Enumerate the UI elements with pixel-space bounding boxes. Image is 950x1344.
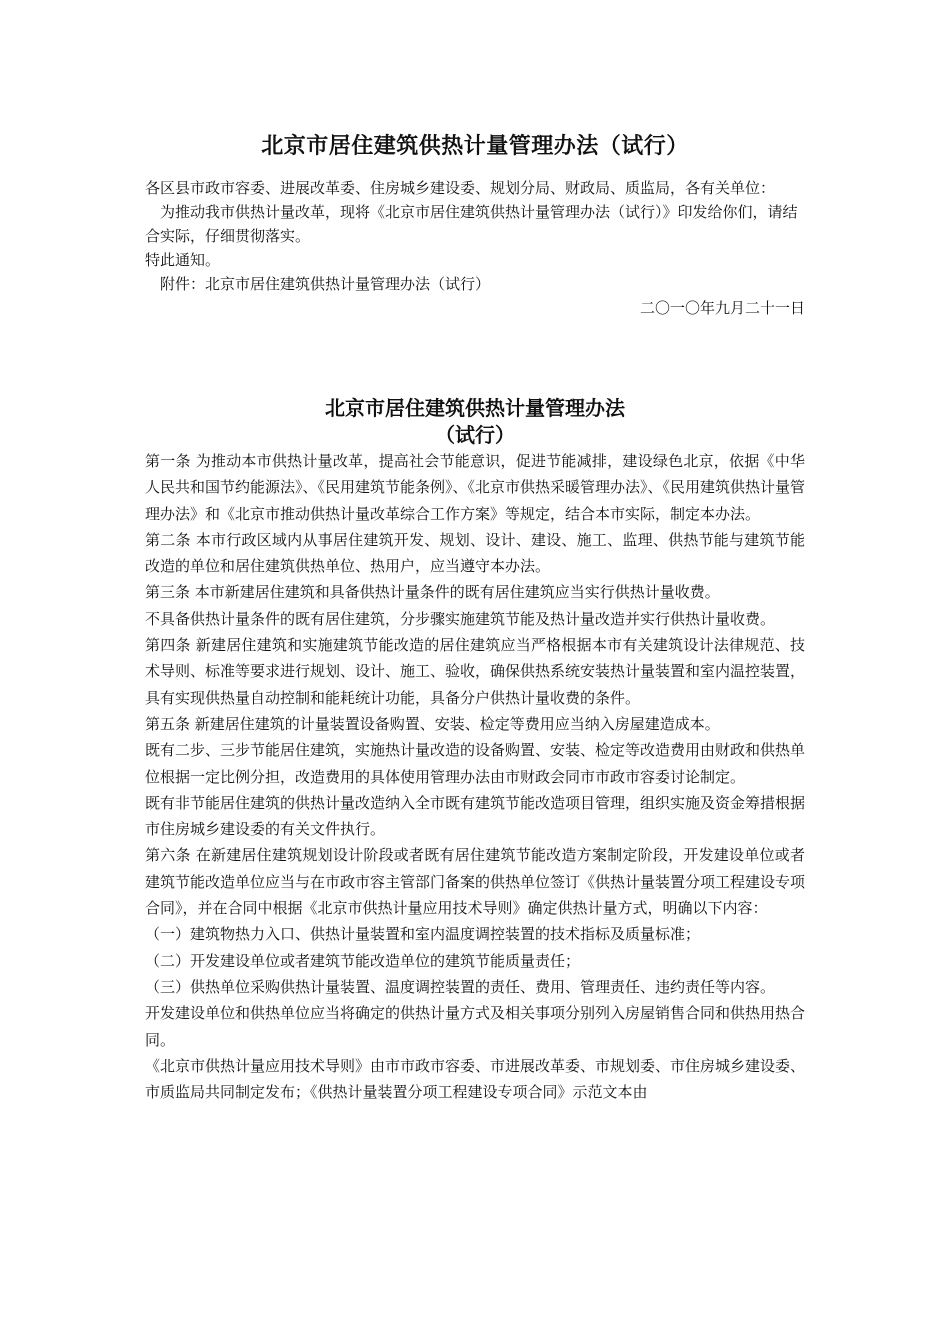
regulation-paragraph: 既有二步、三步节能居住建筑，实施热计量改造的设备购置、安装、检定等改造费用由财政和供热单位根据一定比例分担，改造费用的具体使用管理办法由市财政会同市市政市容委讨论制定。: [145, 741, 806, 786]
regulation-paragraph: 既有非节能居住建筑的供热计量改造纳入全市既有建筑节能改造项目管理，组织实施及资金筹措根据市住房城乡建设委的有关文件执行。: [145, 793, 806, 839]
regulation-article-5: 第五条 新建居住建筑的计量装置设备购置、安装、检定等费用应当纳入房屋建造成本。: [145, 714, 720, 733]
regulation-title: [145, 395, 805, 449]
notice-closing: 特此通知。: [145, 251, 221, 269]
regulation-list-item: （一）建筑物热力入口、供热计量装置和室内温度调控装置的技术指标及质量标准；: [145, 925, 701, 944]
notice-attachment: 附件：北京市居住建筑供热计量管理办法（试行）: [160, 275, 491, 293]
notice-title: 北京市居住建筑供热计量管理办法（试行）: [261, 134, 689, 159]
regulation-article-4: 第四条 新建居住建筑和实施建筑节能改造的居住建筑应当严格根据本市有关建筑设计法律规范、技术导则、标准等要求进行规划、设计、施工、验收，确保供热系统安装热计量装置和室内温控装置，具有实现供热量自动控制和能耗统计功能，具备分户供热计量收费的条件。: [145, 636, 806, 707]
regulation-paragraph: 《北京市供热计量应用技术导则》由市市政市容委、市进展改革委、市规划委、市住房城乡建设委、市质监局共同制定发布；《供热计量装置分项工程建设专项合同》示范文本由: [145, 1056, 806, 1102]
regulation-article-3: 第三条 本市新建居住建筑和具备供热计量条件的既有居住建筑应当实行供热计量收费。: [145, 583, 720, 602]
regulation-paragraph: 不具备供热计量条件的既有居住建筑，分步骤实施建筑节能及热计量改造并实行供热计量收费。: [145, 609, 776, 628]
regulation-article-6: 第六条 在新建居住建筑规划设计阶段或者既有居住建筑节能改造方案制定阶段，开发建设单位或者建筑节能改造单位应当与在市政市容主管部门备案的供热单位签订《供热计量装置分项工程建设专项合同》，并在合同中根据《北京市供热计量应用技术导则》确定供热计量方式，明确以下内容：: [145, 846, 806, 918]
notice-body: 为推动我市供热计量改革，现将《北京市居住建筑供热计量管理办法（试行）》印发给你们，请结合实际，仔细贯彻落实。: [145, 203, 798, 245]
regulation-article-2: 第二条 本市行政区域内从事居住建筑开发、规划、设计、建设、施工、监理、供热节能与建筑节能改造的单位和居住建筑供热单位、热用户，应当遵守本办法。: [145, 530, 805, 576]
notice-date: 二〇一〇年九月二十一日: [639, 299, 805, 317]
regulation-body: [145, 448, 805, 1105]
regulation-list-item: （三）供热单位采购供热计量装置、温度调控装置的责任、费用、管理责任、违约责任等内容。: [145, 977, 776, 996]
regulation-list-item: （二）开发建设单位或者建筑节能改造单位的建筑节能质量责任；: [145, 951, 581, 970]
regulation-title-line2: （试行）: [435, 423, 515, 447]
regulation-article-1: 第一条 为推动本市供热计量改革，提高社会节能意识，促进节能减排，建设绿色北京，依据《中华人民共和国节约能源法》、《民用建筑节能条例》、《北京市供热采暖管理办法》、《民用建筑供热计量管理办法》和《北京市推动供热计量改革综合工作方案》等规定，结合本市实际，制定本办法。: [145, 452, 806, 523]
regulation-paragraph: 开发建设单位和供热单位应当将确定的供热计量方式及相关事项分别列入房屋销售合同和供热用热合同。: [145, 1004, 806, 1049]
notice-section: [145, 176, 805, 320]
regulation-title-line1: 北京市居住建筑供热计量管理办法: [325, 396, 625, 420]
notice-recipients: 各区县市政市容委、进展改革委、住房城乡建设委、规划分局、财政局、质监局，各有关单位：: [145, 179, 776, 197]
